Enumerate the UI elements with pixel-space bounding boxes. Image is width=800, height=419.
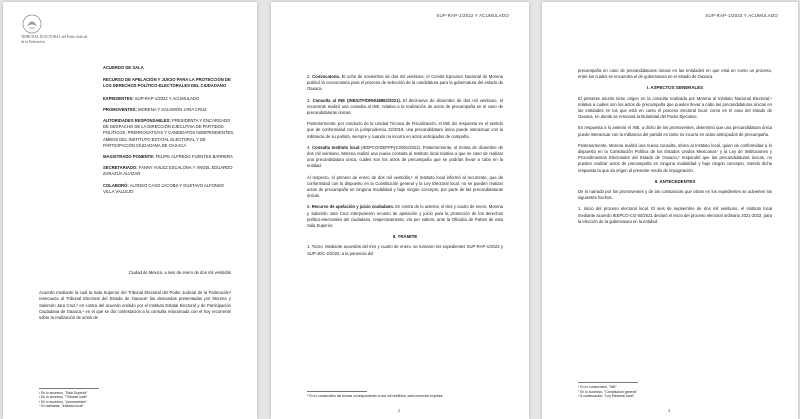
footnotes: [39, 388, 231, 409]
section-heading: II. ANTECEDENTES: [654, 178, 696, 184]
expedientes-field: [103, 96, 235, 102]
antecedent-item: 1. Inicio del proceso electoral local. El seis de septiembre de dos mil veintiuno, el Instituto local mediante acuerdo IEEPCO-CG-04/2021 declaró el inicio del proceso electoral ordinario 2021-2022, para la elección de la gubernatura en la entidad.: [578, 206, 772, 224]
secretariado-field: [103, 165, 235, 177]
footnotes: [307, 391, 503, 399]
antecedent-item: 5. Recurso de apelación y juicio ciudadano. En contra de lo anterior, el tres y cuatro de enero, Morena y Salomón Jara Cruz interpusieron recurso de apelación y juicio para la protección de los derechos político-electorales del ciudadano, respectivamente, vía per saltum, ante la Oficialía de Partes de esta Sala Superior.: [307, 204, 503, 229]
footnotes: [578, 382, 772, 399]
footnote: ³ En lo sucesivo, "promoventes".: [39, 399, 88, 404]
document-page-3: [542, 2, 798, 419]
running-header: SUP-RAP-1/2022 Y ACUMULADO: [436, 13, 509, 18]
antecedent-item: 2. Convocatoria. El ocho de noviembre de dos mil veintiuno, el Comité Ejecutivo Nacional de Morena publicó la convocatoria para el proceso de selección de la candidatura para la gubernatura del estado de Oaxaca.: [307, 74, 503, 92]
intro-paragraph: precampaña en caso de precandidaturas únicas en las entidades en que está en curso un proceso, entre los cuales se encuentra el de gubernatura en el estado de Oaxaca.: [578, 68, 772, 80]
seal-text: TRIBUNAL ELECTORAL del Poder Judicial de la Federación: [21, 35, 88, 44]
autoridades-label: AUTORIDADES RESPONSABLES:: [103, 118, 171, 124]
footnote: ⁷ En lo sucesivo, "Constitución general".: [578, 389, 639, 394]
magistrado-value: FELIPE ALFREDO FUENTES BARRERA: [155, 154, 233, 160]
promoventes-field: [103, 107, 235, 113]
magistrado-field: [103, 154, 235, 160]
case-type: RECURSO DE APELACIÓN Y JUICIO PARA LA PROTECCIÓN DE LOS DERECHOS POLÍTICO-ELECTORALES DEL CIUDADANO: [103, 77, 231, 89]
colaboro-label: COLABORÓ:: [103, 182, 129, 188]
colaboro-value: ALONSO CASO JACOBS Y GUSTAVO ALFONSO VILLA VALLEJO: [103, 182, 224, 194]
footnote: ¹ En lo sucesivo, "Sala Superior".: [39, 390, 89, 395]
antecedent-item: 3. Consulta al INE (INE/UTF/DRN/48862/2021). El decinueve de diciembre de dos mil veintiuno, el recurrente realizó una consulta al INE, relativa a la realización de actos de precampaña en el caso de precandidaturas únicas.: [307, 97, 503, 116]
footnote: ⁵ En lo consecutivo las fechas corresponderán a dos mil veintidós, salvo mención expresa.: [307, 394, 444, 399]
autoridades-field: [103, 118, 235, 149]
paragraph: El presente asunto tiene origen en la consulta realizada por Morena al Instituto Nacional Electoral,⁶ relativa a cuáles son los actos de precampaña que pueden llevar a cabo las precandidaturas únicas en las entidades en los que está en curso el proceso electoral local, como es el caso del estado de Oaxaca, en donde se renovará la titularidad del Poder Ejecutivo.: [578, 95, 772, 120]
antecedent-item: Posteriormente, por conducto de la Unidad Técnica de Fiscalización, el INE dio respuesta en el sentido que de conformidad con la jurisprudencia 32/2016, una precandidatura única puede interactuar con la militancia de su partido, siempre y cuando no incurra en actos anticipados de campaña.: [307, 121, 503, 139]
section-heading: I. ASPECTOS GENERALES: [646, 85, 704, 91]
expedientes-label: EXPEDIENTES:: [103, 95, 134, 101]
section-heading: II. TRÁMITE: [392, 234, 418, 240]
footnote: ² En lo sucesivo, "Tribunal local".: [39, 395, 89, 400]
document-page-1: [3, 2, 257, 419]
eagle-seal-icon: [21, 14, 43, 34]
document-title: ACUERDO DE SALA: [103, 65, 144, 70]
paragraph: De lo narrado por los promoventes y de las constancias que obran en los expedientes se advierten los siguientes hechos:: [578, 189, 772, 201]
autoridades-value: PRESIDENTA Y ENCARGADO DE DESPACHO DE LA DIRECCIÓN EJECUTIVA DE PARTIDOS POLÍTICOS, PRERROGATIVAS Y CANDIDATOS INDEPENDIENTES, AMBOS DEL INSTITUTO ESTATAL ELECTORAL Y DE PARTICIPACIÓN CIUDADANA DE OAXACA: [103, 118, 235, 148]
place-date: Ciudad de México, a seis de enero de dos mil veintidós: [128, 270, 231, 275]
antecedent-item: Al respecto, el primero de enero de dos mil veintidós,⁵ el Instituto local informó al recurrente, que de conformidad con lo dispuesto en la Constitución general y la Ley Electoral local, no se pueden realizar actos de precampaña en ninguna modalidad y bajo ningún concepto, por parte de las precandidaturas únicas.: [307, 174, 503, 199]
opening-paragraph: Acuerdo mediante la cual la Sala Superior del Tribunal Electoral del Poder Judicial de la Federación¹ reencauza al Tribunal Electoral del Estado de Oaxaca² las demandas presentadas por Morena y Salomón Jara Cruz,³ en contra del acuerdo emitido por el Instituto Estatal Electoral y de Participación Ciudadana de Oaxaca,⁴ en el que se dio contestación a la consulta relacionada con el hoy recurrente sobre la realización de actos de: [39, 290, 231, 321]
footnote: ⁴ En adelante, "Instituto local".: [39, 404, 85, 409]
magistrado-label: MAGISTRADO PONENTE:: [103, 154, 155, 160]
secretariado-label: SECRETARIADO:: [103, 165, 138, 171]
secretariado-value: FANNY AVILEZ ESCALONA Y ÁNGEL EDUARDO ZARAZÚA ALVIZAR: [103, 165, 233, 177]
antecedent-item: 4. Consulta Instituto local (IEEPCO/DEPPPyCI/001/2022). Posteriormente, el treinta de diciembre de dos mil veintiuno, Morena realizó una nueva consulta al Instituto local relativa a que se caso de realizar una precandidatura única, cuáles son los actos de precampaña que se podrían llevar a cabo en la entidad.: [307, 144, 503, 169]
promoventes-label: PROMOVENTES:: [103, 106, 137, 112]
colaboro-field: [103, 183, 235, 195]
page-number: 3: [668, 408, 671, 413]
document-page-2: [271, 2, 529, 419]
running-header: SUP-RAP-1/2022 Y ACUMULADO: [705, 13, 778, 18]
tramite-item: 1. Turno. Mediante acuerdos del tres y cuatro de enero, se turnaron los expedientes SUP-RAP-1/2022 y SUP-JDC-2/2022, a la ponencia del: [307, 244, 503, 256]
promoventes-value: MORENA Y SALOMÓN JARA CRUZ: [138, 106, 207, 112]
paragraph: En respuesta a lo anterior el INE, a dicho de los promoventes, determinó que una precandidatura única puede interactuar con la militancia del partido en tanto no incurra en actos anticipados de precampaña.: [578, 125, 772, 137]
expedientes-value: SUP-RAP-1/2022 Y ACUMULADO: [134, 95, 200, 101]
tribunal-seal: [21, 14, 91, 44]
paragraph: Posteriormente, Morena realizó una nueva consulta, ahora al Instituto local, quien de conformidad a lo dispuesto en la Constitución Política de los Estados Unidos Mexicanos⁷ y la Ley de Instituciones y Procedimientos Electorales del Estado de Oaxaca,⁸ respondió que las precandidaturas únicas, no pueden realizar actos de precampaña en ninguna modalidad y bajo ningún concepto. Siendo dicha respuesta la que da origen al presente medio de impugnación.: [578, 142, 772, 173]
page-number: 2: [398, 408, 401, 413]
footnote: ⁸ A continuación, "Ley Electoral local".: [578, 394, 635, 399]
footnote: ⁶ En lo consecutivo, "INE".: [578, 385, 618, 390]
